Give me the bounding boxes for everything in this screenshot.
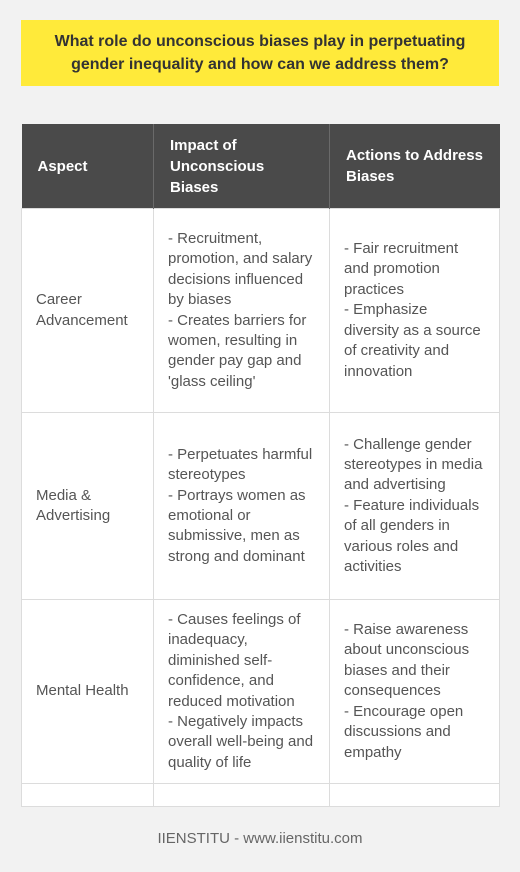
action-point: - Challenge gender stereotypes in media and advertising [344,435,483,494]
action-point: - Feature individuals of all genders in various roles and activities [344,496,480,576]
action-point: - Emphasize diversity as a source of creativity and innovation [344,301,481,380]
table-header-row [22,124,500,209]
impact-point: - Portrays women as emotional or submissive, men as strong and dominant [168,486,306,565]
header-aspect: Aspect [22,124,154,209]
impact-point: - Negatively impacts overall well-being and quality of life [168,712,314,771]
actions-cell [330,600,500,784]
action-point: - Fair recruitment and promotion practices [344,240,459,298]
bias-table [21,124,499,807]
impact-cell [154,413,330,600]
empty-cell [22,784,154,807]
header-impact: Impact of Unconscious Biases [154,124,330,209]
table-row [22,209,500,413]
impact-point: - Recruitment, promotion, and salary decisions influenced by biases [168,229,313,309]
impact-point: - Causes feelings of inadequacy, diminished self-confidence, and reduced motivation [168,610,301,710]
impact-point: - Perpetuates harmful stereotypes [168,445,313,484]
empty-cell [154,784,330,807]
action-point: - Raise awareness about unconscious biases and their consequences [344,621,470,700]
aspect-cell: Career Advancement [22,209,154,413]
footer-credit: IIENSTITU - www.iienstitu.com [157,830,363,847]
aspect-cell: Mental Health [22,600,154,784]
impact-cell [154,600,330,784]
impact-point: - Creates barriers for women, resulting in gender pay gap and 'glass ceiling' [168,311,307,390]
table-row [22,413,500,600]
action-point: - Encourage open discussions and empathy [344,702,464,761]
empty-cell [330,784,500,807]
page-title-text: What role do unconscious biases play in perpetuating gender inequality and how can we address them? [54,33,466,73]
aspect-cell: Media & Advertising [22,413,154,600]
actions-cell [330,209,500,413]
page-title [21,20,499,86]
table-row [22,600,500,784]
table-row-empty [22,784,500,807]
actions-cell [330,413,500,600]
impact-cell [154,209,330,413]
header-actions: Actions to Address Biases [330,124,500,209]
